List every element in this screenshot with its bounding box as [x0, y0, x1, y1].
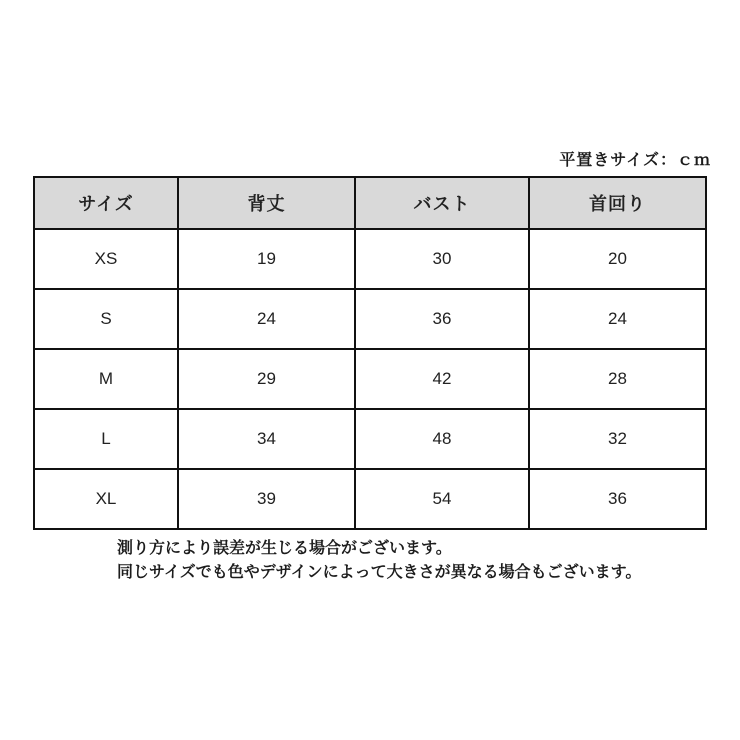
neck-cell: 36 — [529, 469, 706, 529]
table-header-row — [34, 177, 706, 229]
neck-cell: 32 — [529, 409, 706, 469]
size-cell: XL — [34, 469, 178, 529]
bust-cell: 48 — [355, 409, 529, 469]
col-header-back-length: 背丈 — [178, 177, 355, 229]
back-length-cell: 34 — [178, 409, 355, 469]
size-cell: S — [34, 289, 178, 349]
table-row-m — [34, 349, 706, 409]
back-length-cell: 19 — [178, 229, 355, 289]
footnotes — [117, 537, 641, 585]
col-header-size: サイズ — [34, 177, 178, 229]
col-header-bust: バスト — [355, 177, 529, 229]
size-cell: L — [34, 409, 178, 469]
bust-cell: 36 — [355, 289, 529, 349]
table-row-s — [34, 289, 706, 349]
bust-cell: 30 — [355, 229, 529, 289]
back-length-cell: 29 — [178, 349, 355, 409]
neck-cell: 24 — [529, 289, 706, 349]
bust-cell: 54 — [355, 469, 529, 529]
flat-measurement-unit-note: 平置きサイズ：ｃｍ — [559, 152, 711, 169]
col-header-neck: 首回り — [529, 177, 706, 229]
back-length-cell: 24 — [178, 289, 355, 349]
bust-cell: 42 — [355, 349, 529, 409]
table-row-xs — [34, 229, 706, 289]
footnote-size-variation: 同じサイズでも色やデザインによって大きさが異なる場合もございます。 — [117, 564, 642, 581]
size-cell: M — [34, 349, 178, 409]
size-cell: XS — [34, 229, 178, 289]
table-row-l — [34, 409, 706, 469]
size-table — [33, 176, 707, 530]
neck-cell: 20 — [529, 229, 706, 289]
footnote-measurement-tolerance: 測り方により誤差が生じる場合がございます。 — [117, 540, 452, 557]
back-length-cell: 39 — [178, 469, 355, 529]
neck-cell: 28 — [529, 349, 706, 409]
table-row-xl — [34, 469, 706, 529]
